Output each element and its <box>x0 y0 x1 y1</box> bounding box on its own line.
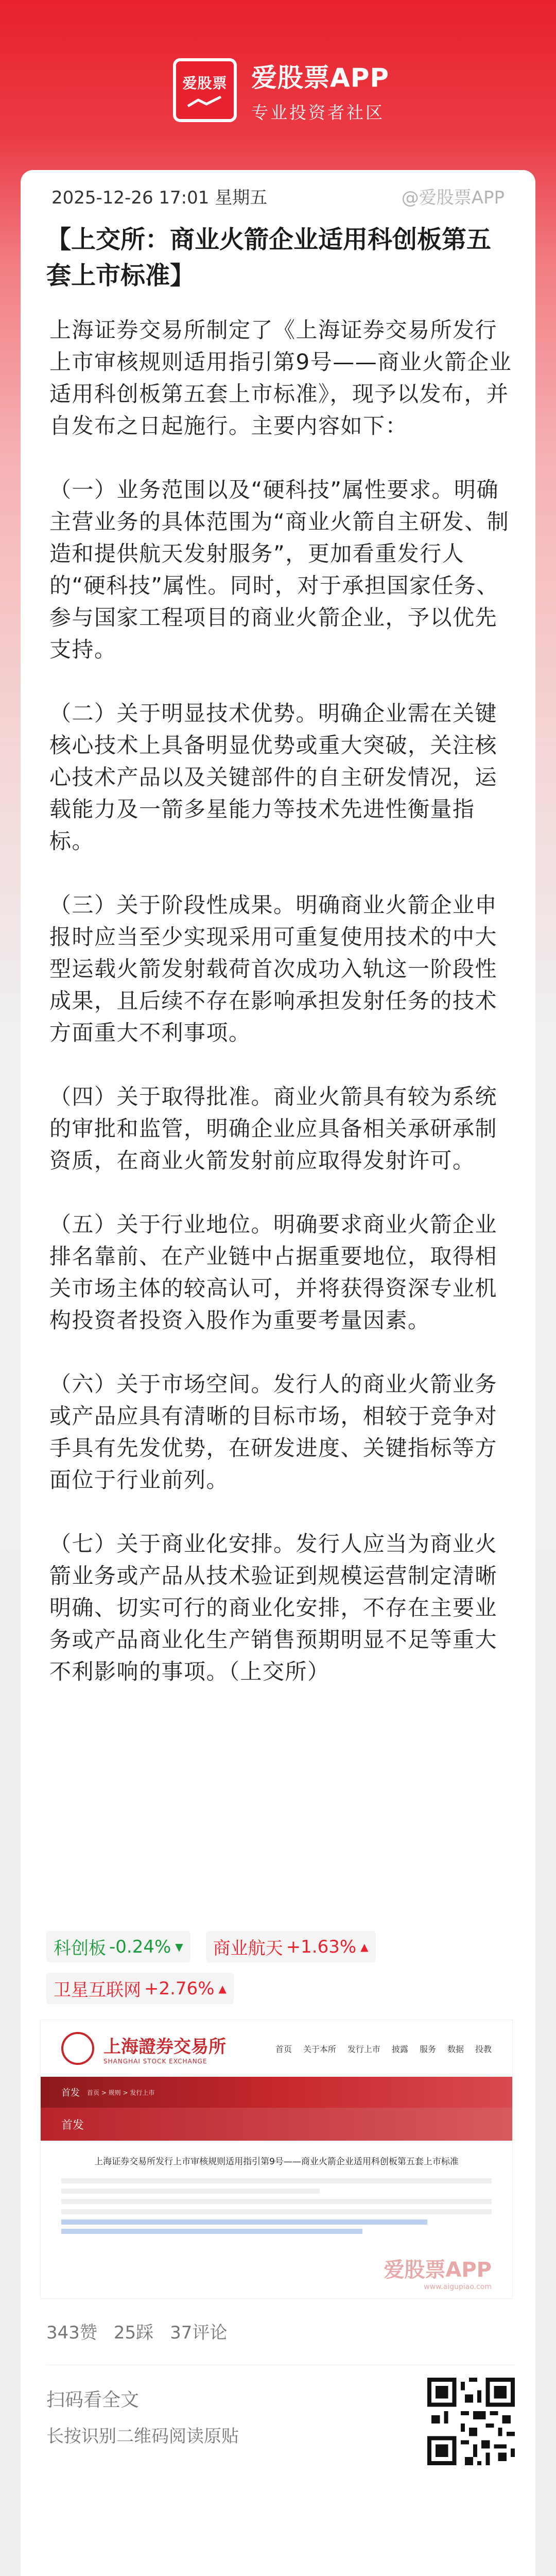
app-logo <box>173 58 237 122</box>
scan-title: 扫码看全文 <box>46 2389 140 2411</box>
doc-breadcrumb: 首页 > 规则 > 发行上市 <box>87 2089 155 2096</box>
scan-hint: 长按识别二维码阅读原贴 <box>46 2426 239 2447</box>
doc-nav-item: 首页 <box>275 2044 292 2054</box>
stock-tag[interactable] <box>206 1931 376 1962</box>
app-name: 爱股票APP <box>251 62 389 93</box>
shares-count[interactable]: 25踩 <box>113 2323 154 2343</box>
arrow-down-icon: ▼ <box>175 1940 183 1953</box>
comments-count[interactable]: 37评论 <box>170 2323 228 2343</box>
doc-watermark-url: www.aigupiao.com <box>424 2283 492 2291</box>
embedded-document-image[interactable] <box>40 2020 513 2299</box>
qr-code-icon[interactable] <box>427 2378 515 2465</box>
post-source[interactable]: @爱股票APP <box>401 188 505 208</box>
doc-header <box>41 2020 512 2077</box>
post-meta <box>51 183 505 209</box>
tag-change: -0.24% <box>109 1936 171 1957</box>
tag-name: 卫星互联网 <box>54 1980 141 2001</box>
doc-link-line <box>61 2229 362 2234</box>
logo-text: 爱股票 <box>182 75 228 92</box>
paragraph-intro: 上海证券交易所制定了《上海证券交易所发行上市审核规则适用指引第9号——商业火箭企业适用科创板第五套上市标准》，现予以发布，并自发布之日起施行。主要内容如下： <box>49 317 512 438</box>
doc-watermark: 爱股票APP <box>384 2258 492 2282</box>
tag-name: 科创板 <box>54 1938 106 1959</box>
stock-tag[interactable] <box>46 1973 234 2004</box>
paragraph-section-7: （七）关于商业化安排。发行人应当为商业火箭业务或产品从技术验证到规模运营制定清晰明确、切实可行的商业化安排，不存在主要业务或产品商业化生产销售预期明显不足等重大不利影响的事项。（上交所） <box>49 1531 498 1684</box>
tag-change: +2.76% <box>144 1978 215 1999</box>
doc-brand: 上海證券交易所 <box>103 2036 226 2057</box>
stock-tag[interactable] <box>46 1931 190 1962</box>
doc-nav-item: 发行上市 <box>347 2044 380 2054</box>
doc-section-title: 首发 <box>61 2119 84 2132</box>
doc-brand-en: SHANGHAI STOCK EXCHANGE <box>103 2057 207 2065</box>
scan-section <box>46 2385 239 2447</box>
stock-tags <box>46 1931 515 2014</box>
post-card <box>21 170 535 2576</box>
post-body <box>49 314 515 1720</box>
sse-emblem-icon <box>61 2032 94 2065</box>
reads-count[interactable]: 343赞 <box>46 2323 97 2343</box>
doc-content <box>41 2141 512 2251</box>
doc-text-line <box>61 2189 320 2194</box>
doc-nav-item: 服务 <box>419 2044 436 2054</box>
doc-nav-item: 关于本所 <box>303 2044 336 2054</box>
doc-nav-item: 披露 <box>391 2044 408 2054</box>
doc-nav-item: 投教 <box>475 2044 492 2054</box>
doc-heading: 上海证券交易所发行上市审核规则适用指引第9号——商业火箭企业适用科创板第五套上市标准 <box>94 2157 459 2167</box>
doc-nav <box>275 2043 492 2055</box>
app-slogan: 专业投资者社区 <box>251 102 385 123</box>
tag-change: +1.63% <box>286 1936 357 1957</box>
tag-name: 商业航天 <box>213 1938 283 1959</box>
arrow-up-icon: ▲ <box>218 1982 227 1995</box>
post-title: 【上交所：商业火箭企业适用科创板第五套上市标准】 <box>46 225 492 290</box>
paragraph-section-6: （六）关于市场空间。发行人的商业火箭业务或产品应具有清晰的目标市场，相较于竞争对手具有先发优势，在研发进度、关键指标等方面位于行业前列。 <box>49 1371 498 1493</box>
doc-text-line <box>61 2178 492 2183</box>
doc-section-bar <box>41 2108 512 2141</box>
paragraph-section-2: （二）关于明显技术优势。明确企业需在关键核心技术上具备明显优势或重大突破，关注核心技术产品以及关键部件的自主研发情况，运载能力及一箭多星能力等技术先进性衡量指标。 <box>49 701 498 854</box>
doc-text-line <box>61 2199 492 2204</box>
app-header <box>173 52 389 129</box>
doc-banner <box>41 2077 512 2108</box>
post-datetime: 2025-12-26 17:01 星期五 <box>51 188 268 208</box>
paragraph-section-1: （一）业务范围以及“硬科技”属性要求。明确主营业务的具体范围为“商业火箭自主研发、制造和提供航天发射服务”，更加看重发行人的“硬科技”属性。同时，对于承担国家任务、参与国家工程项目的商业火箭企业，予以优先支持。 <box>49 477 510 662</box>
post-stats <box>46 2318 227 2344</box>
doc-text-line <box>61 2209 492 2214</box>
doc-nav-item: 数据 <box>447 2044 464 2054</box>
trend-icon <box>187 95 223 108</box>
doc-banner-title: 首发 <box>61 2088 80 2098</box>
arrow-up-icon: ▲ <box>360 1940 369 1953</box>
doc-link-line <box>61 2219 427 2225</box>
paragraph-section-3: （三）关于阶段性成果。明确商业火箭企业申报时应当至少实现采用可重复使用技术的中大型运载火箭发射载荷首次成功入轨这一阶段性成果，且后续不存在影响承担发射任务的技术方面重大不利事项。 <box>49 892 498 1045</box>
paragraph-section-5: （五）关于行业地位。明确要求商业火箭企业排名靠前、在产业链中占据重要地位，取得相关市场主体的较高认可，并将获得资深专业机构投资者投资入股作为重要考量因素。 <box>49 1212 498 1333</box>
paragraph-section-4: （四）关于取得批准。商业火箭具有较为系统的审批和监管，明确企业应具备相关承研承制资质，在商业火箭发射前应取得发射许可。 <box>49 1084 498 1173</box>
